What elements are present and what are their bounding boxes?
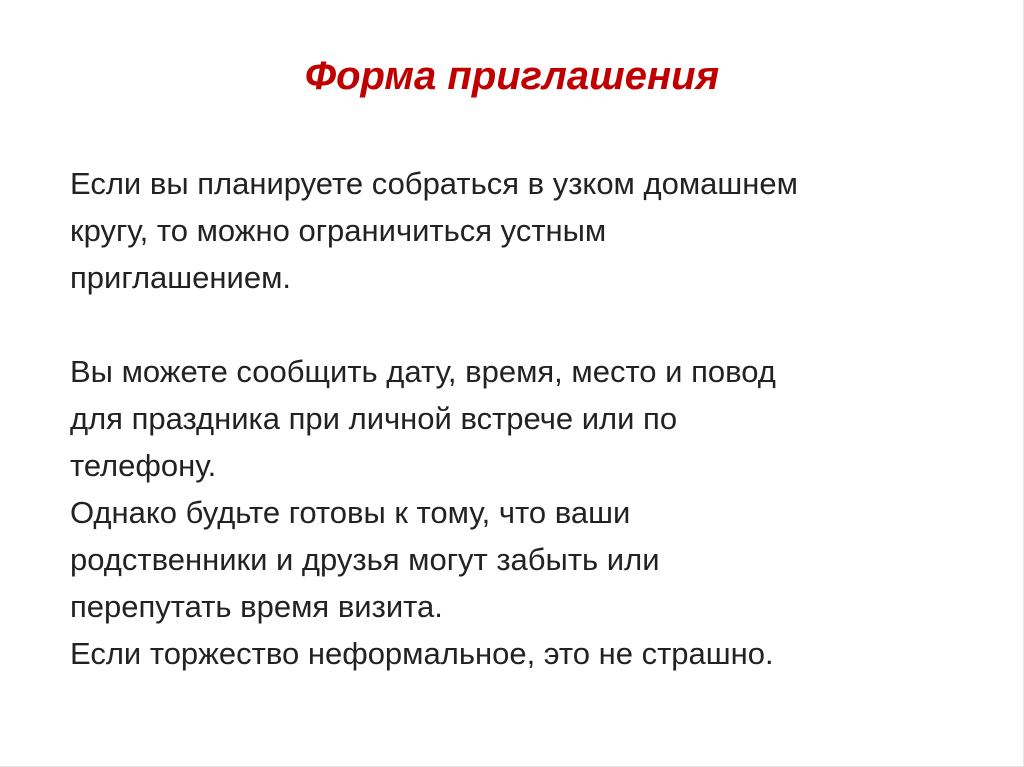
- text-line: перепутать время визита.: [70, 589, 443, 624]
- text-line: приглашением.: [70, 260, 292, 295]
- text-line: телефону.: [70, 448, 217, 483]
- text-line: Однако будьте готовы к тому, что ваши: [70, 495, 631, 530]
- text-line: Если торжество неформальное, это не страшно.: [70, 636, 774, 671]
- paragraph-spacer: [70, 301, 950, 348]
- text-line: Вы можете сообщить дату, время, место и повод: [70, 354, 776, 389]
- slide-title: Форма приглашения: [304, 54, 720, 98]
- text-line: родственники и друзья могут забыть или: [70, 542, 660, 577]
- text-line: кругу, то можно ограничиться устным: [70, 213, 607, 248]
- paragraph-1: [70, 160, 950, 301]
- text-line: Если вы планируете собраться в узком домашнем: [70, 166, 798, 201]
- paragraph-3: [70, 489, 950, 630]
- paragraph-4: [70, 630, 950, 677]
- slide-body: [70, 160, 950, 677]
- paragraph-2: [70, 348, 950, 489]
- text-line: для праздника при личной встрече или по: [70, 401, 678, 436]
